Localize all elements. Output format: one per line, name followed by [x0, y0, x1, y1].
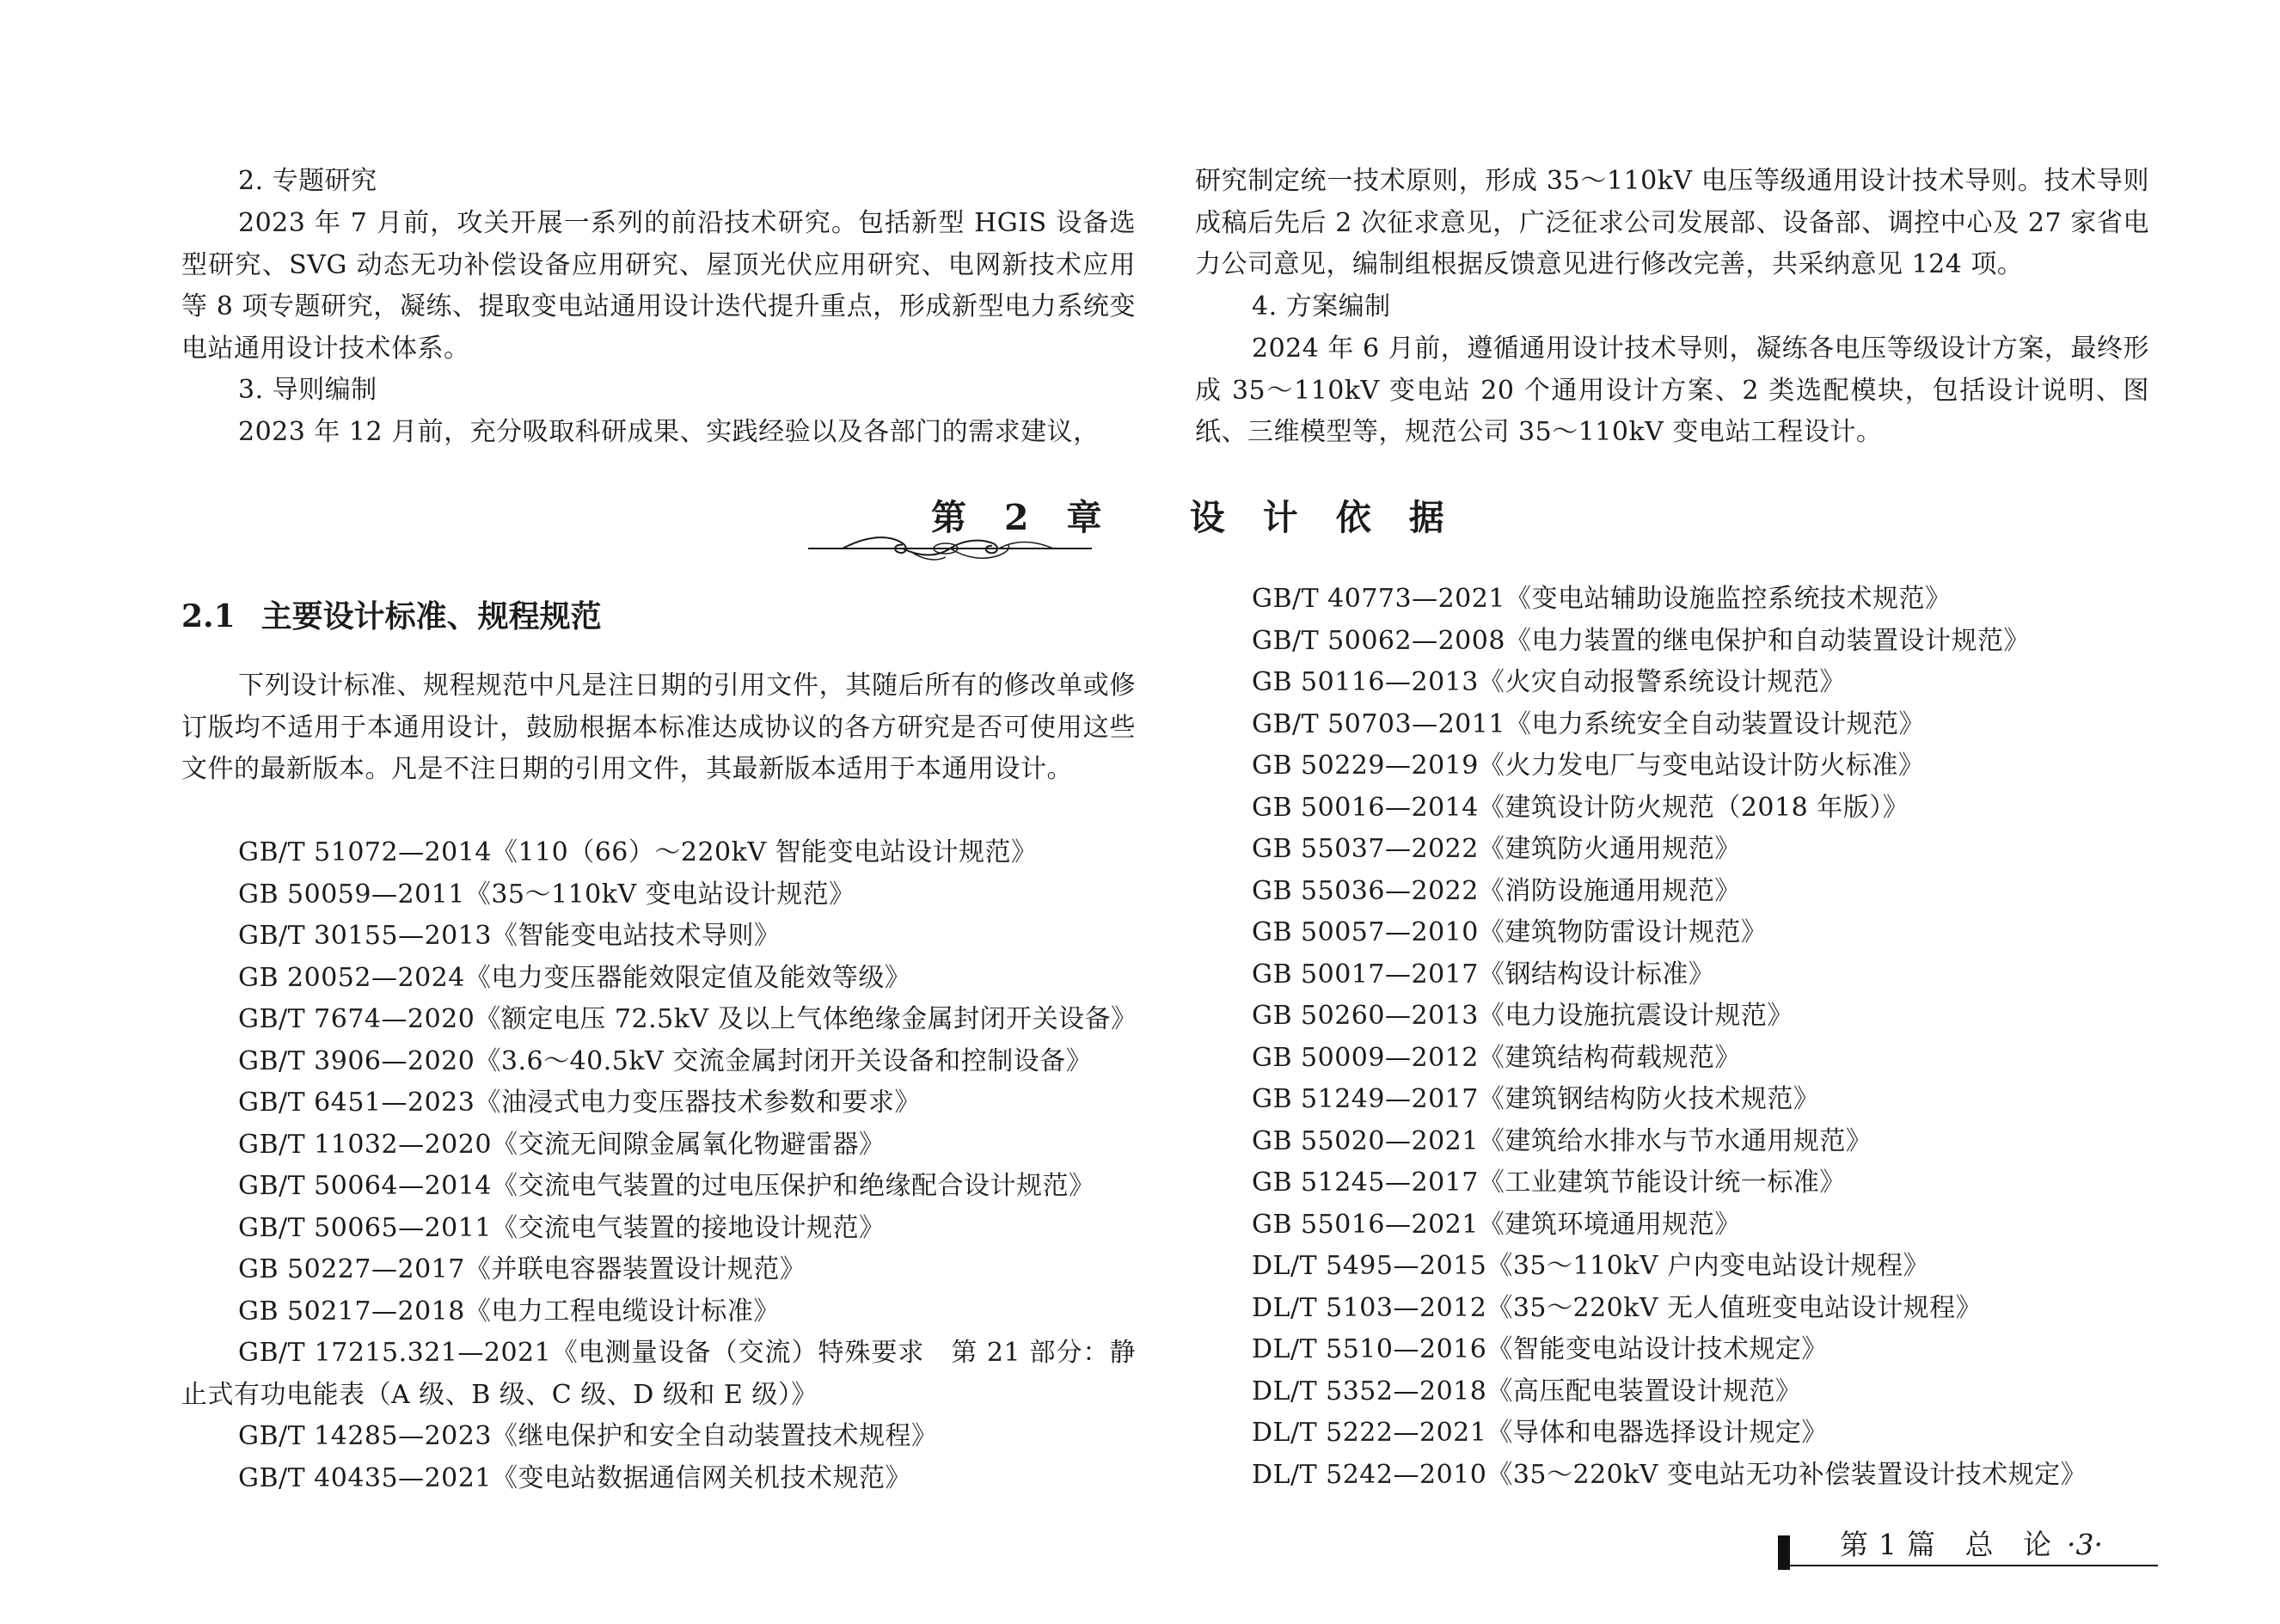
- standard-item-long: GB/T 17215.321—2021《电测量设备（交流）特殊要求 第 21 部分：静止式有功电能表（A 级、B 级、C 级、D 级和 E 级）》: [181, 1338, 1136, 1410]
- heading-special-research: 2. 专题研究: [238, 166, 377, 196]
- section-title-text: 主要设计标准、规程规范: [260, 598, 602, 634]
- footer-rule: [1790, 1565, 2158, 1566]
- ornament-divider-icon: [808, 531, 1092, 566]
- footer-marker-bar: [1778, 1535, 1790, 1570]
- standard-item: GB 50116—2013《火灾自动报警系统设计规范》: [1252, 667, 1846, 697]
- standard-item: DL/T 5495—2015《35～110kV 户内变电站设计规程》: [1252, 1251, 1930, 1281]
- standard-item: DL/T 5222—2021《导体和电器选择设计规定》: [1252, 1418, 1828, 1448]
- standard-item: GB 50229—2019《火力发电厂与变电站设计防火标准》: [1252, 751, 1925, 781]
- standard-item: GB 50059—2011《35～110kV 变电站设计规范》: [238, 879, 855, 910]
- page-footer: [1840, 1525, 2103, 1565]
- standard-item: GB 20052—2024《电力变压器能效限定值及能效等级》: [238, 962, 911, 993]
- standard-item: GB/T 51072—2014《110（66）～220kV 智能变电站设计规范》: [238, 837, 1038, 867]
- standard-item: GB 55020—2021《建筑给水排水与节水通用规范》: [1252, 1125, 1872, 1156]
- paragraph-guideline-start: 2023 年 12 月前，充分吸取科研成果、实践经验以及各部门的需求建议，: [238, 417, 1100, 447]
- standard-item: GB/T 50703—2011《电力系统安全自动装置设计规范》: [1252, 708, 1925, 739]
- section-intro-paragraph: 下列设计标准、规程规范中凡是注日期的引用文件，其随后所有的修改单或修订版均不适用于本通用设计，鼓励根据本标准达成协议的各方研究是否可使用这些文件的最新版本。凡是不注日期的引用文件，其最新版本适用于本通用设计。: [181, 671, 1136, 784]
- section-number: 2.1: [181, 598, 236, 634]
- standard-item: GB 50260—2013《电力设施抗震设计规范》: [1252, 1001, 1793, 1031]
- standard-item: GB 55037—2022《建筑防火通用规范》: [1252, 834, 1741, 864]
- footer-section-label: 第1篇 总 论: [1840, 1528, 2062, 1561]
- standard-item: GB 50057—2010《建筑物防雷设计规范》: [1252, 917, 1768, 947]
- standard-item: DL/T 5510—2016《智能变电站设计技术规定》: [1252, 1334, 1828, 1364]
- standard-item: GB 50017—2017《钢结构设计标准》: [1252, 959, 1715, 990]
- standards-list-left: [181, 832, 1136, 1499]
- paragraph-guideline-continued: 研究制定统一技术原则，形成 35～110kV 电压等级通用设计技术导则。技术导则成稿后先后 2 次征求意见，广泛征求公司发展部、设备部、调控中心及 27 家省电力公司意见，编制组根据反馈意见进行修改完善，共采纳意见 124 项。: [1195, 166, 2149, 279]
- standard-item: GB 50227—2017《并联电容器装置设计规范》: [238, 1254, 806, 1284]
- standard-item: GB/T 7674—2020《额定电压 72.5kV 及以上气体绝缘金属封闭开关设备》: [238, 1004, 1137, 1034]
- standard-item: GB/T 14285—2023《继电保护和安全自动装置技术规程》: [238, 1421, 938, 1451]
- standard-item: GB 50016—2014《建筑设计防火规范（2018 年版）》: [1252, 792, 1909, 823]
- standard-item: GB 50217—2018《电力工程电缆设计标准》: [238, 1296, 780, 1327]
- standard-item: GB/T 11032—2020《交流无间隙金属氧化物避雷器》: [238, 1129, 886, 1160]
- standard-item: GB/T 3906—2020《3.6～40.5kV 交流金属封闭开关设备和控制设备》: [238, 1045, 1093, 1076]
- standard-item: GB 51245—2017《工业建筑节能设计统一标准》: [1252, 1167, 1846, 1198]
- standard-item: GB/T 50062—2008《电力装置的继电保护和自动装置设计规范》: [1252, 625, 2030, 656]
- standard-item: GB/T 40773—2021《变电站辅助设施监控系统技术规范》: [1252, 584, 1952, 614]
- standard-item: GB/T 50065—2011《交流电气装置的接地设计规范》: [238, 1212, 886, 1243]
- standard-item: DL/T 5242—2010《35～220kV 变电站无功补偿装置设计技术规定》: [1252, 1459, 2087, 1490]
- chapter-title: 第2章 设计依据: [931, 497, 1482, 538]
- standard-item: DL/T 5103—2012《35～220kV 无人值班变电站设计规程》: [1252, 1292, 1983, 1323]
- standard-item: GB/T 30155—2013《智能变电站技术导则》: [238, 921, 781, 951]
- standard-item: GB/T 50064—2014《交流电气装置的过电压保护和绝缘配合设计规范》: [238, 1171, 1095, 1201]
- standard-item: GB/T 6451—2023《油浸式电力变压器技术参数和要求》: [238, 1088, 921, 1118]
- standard-item: GB 50009—2012《建筑结构荷载规范》: [1252, 1042, 1741, 1073]
- standards-list-right: [1252, 579, 2154, 1496]
- heading-scheme-compilation: 4. 方案编制: [1252, 291, 1391, 322]
- section-title: [181, 595, 602, 638]
- standard-item: GB/T 40435—2021《变电站数据通信网关机技术规范》: [238, 1462, 911, 1493]
- standard-item: GB 51249—2017《建筑钢结构防火技术规范》: [1252, 1084, 1820, 1114]
- page-number: ·3·: [2066, 1528, 2103, 1561]
- standard-item: GB 55036—2022《消防设施通用规范》: [1252, 875, 1741, 906]
- standard-item: GB 55016—2021《建筑环境通用规范》: [1252, 1209, 1741, 1240]
- standard-item: DL/T 5352—2018《高压配电装置设计规范》: [1252, 1376, 1802, 1406]
- paragraph-scheme-compilation: 2024 年 6 月前，遵循通用设计技术导则，凝练各电压等级设计方案，最终形成 35～110kV 变电站 20 个通用设计方案、2 类选配模块，包括设计说明、图纸、三维模型等，规范公司 35～110kV 变电站工程设计。: [1195, 334, 2149, 447]
- heading-guideline-compilation: 3. 导则编制: [238, 375, 377, 405]
- paragraph-special-research: 2023 年 7 月前，攻关开展一系列的前沿技术研究。包括新型 HGIS 设备选型研究、SVG 动态无功补偿设备应用研究、屋顶光伏应用研究、电网新技术应用等 8 项专题研究，凝练、提取变电站通用设计迭代提升重点，形成新型电力系统变电站通用设计技术体系。: [181, 208, 1136, 364]
